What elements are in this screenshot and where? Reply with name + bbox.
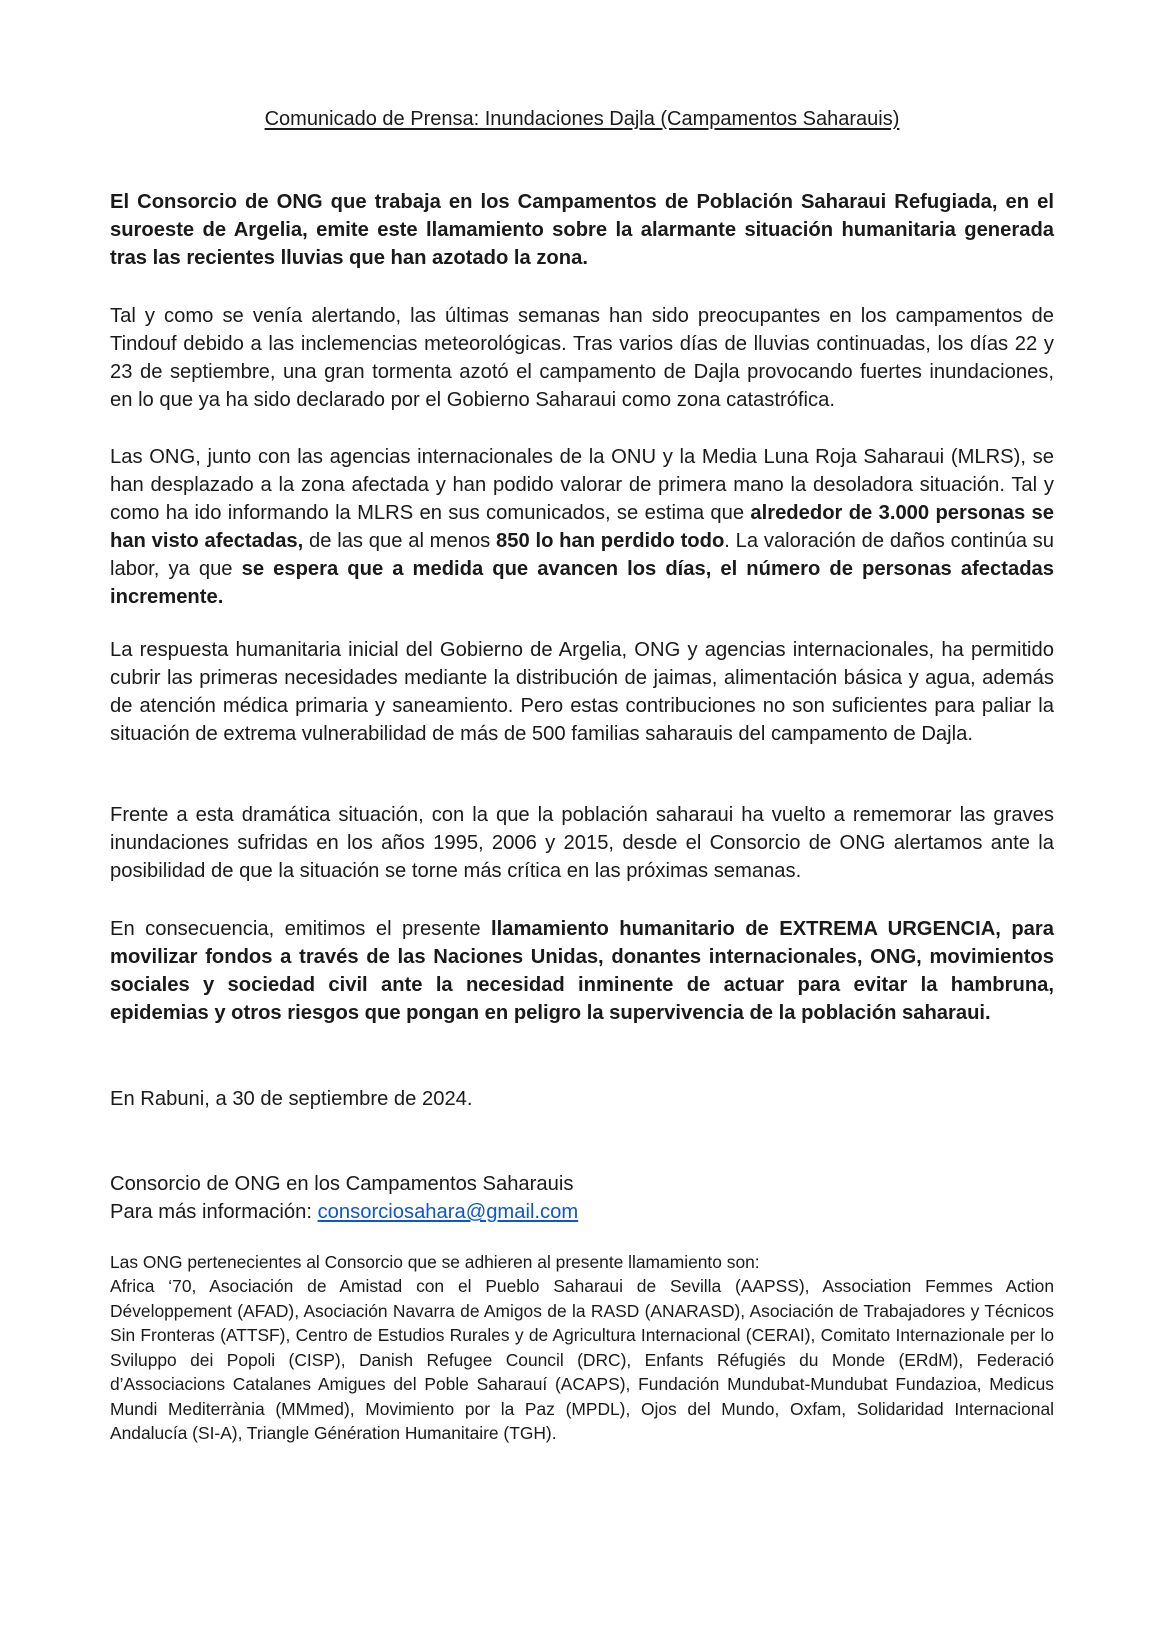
assessment-text-1: Las ONG, junto con las agencias internacionales de la ONU y la Media Luna Roja Saharaui (MLRS), se han desplazado a la zona afectada y han podido valorar de primera mano la desoladora situación. Tal y como ha ido informando la MLRS en sus comunicados, se estima que [110, 446, 1054, 524]
place-date: En Rabuni, a 30 de septiembre de 2024. [110, 1088, 473, 1110]
urgent-appeal-highlight: llamamiento humanitario de EXTREMA URGENCIA, para movilizar fondos a través de las Naciones Unidas, donantes internacionales, ONG, movimientos sociales y sociedad civil ante la necesidad inminente de actuar para evitar la hambruna, epidemias y otros riesgos que pongan en peligro la supervivencia de la población saharaui. [110, 918, 1054, 1024]
appeal-paragraph [110, 915, 1054, 1027]
assessment-text-3: . La valoración de daños continúa su labor, ya que [110, 530, 1054, 580]
affected-people-highlight: alrededor de 3.000 personas se han visto afectadas, [110, 502, 1054, 552]
context-paragraph: Frente a esta dramática situación, con la que la población saharaui ha vuelto a rememorar las graves inundaciones sufridas en los años 1995, 2006 y 2015, desde el Consorcio de ONG alertamos ante la posibilidad de que la situación se torne más crítica en las próximas semanas. [110, 804, 1054, 882]
members-list: Africa ‘70, Asociación de Amistad con el Pueblo Saharaui de Sevilla (AAPSS), Association Femmes Action Développement (AFAD), Asociación Navarra de Amigos de la RASD (ANARASD), Asociación de Trabajadores y Técnicos Sin Fronteras (ATTSF), Centro de Estudios Rurales y de Agricultura Internacional (CERAI), Comitato Internazionale per lo Sviluppo dei Popoli (CISP), Danish Refugee Council (DRC), Enfants Réfugiés du Monde (ERdM), Federació d’Associacions Catalanes Amigues del Poble Saharauí (ACAPS), Fundación Mundubat-Mundubat Fundazioa, Medicus Mundi Mediterrània (MMmed), Movimiento por la Paz (MPDL), Ojos del Mundo, Oxfam, Solidaridad Internacional Andalucía (SI-A), Triangle Génération Humanitaire (TGH). [110, 1276, 1054, 1443]
increase-expected-highlight: se espera que a medida que avancen los días, el número de personas afectadas incremente. [110, 558, 1054, 608]
appeal-text: En consecuencia, emitimos el presente [110, 918, 492, 940]
members-intro: Las ONG pertenecientes al Consorcio que se adhieren al presente llamamiento son: [110, 1252, 760, 1272]
intro-paragraph: El Consorcio de ONG que trabaja en los Campamentos de Población Saharaui Refugiada, en el suroeste de Argelia, emite este llamamiento sobre la alarmante situación humanitaria generada tras las recientes lluvias que han azotado la zona. [110, 191, 1054, 269]
contact-line [110, 1198, 578, 1226]
assessment-text-2: de las que al menos [303, 530, 497, 552]
situation-paragraph: Tal y como se venía alertando, las últimas semanas han sido preocupantes en los campamentos de Tindouf debido a las inclemencias meteorológicas. Tras varios días de lluvias continuadas, los días 22 y 23 de septiembre, una gran tormenta azotó el campamento de Dajla provocando fuertes inundaciones, en lo que ya ha sido declarado por el Gobierno Saharaui como zona catastrófica. [110, 305, 1054, 411]
lost-everything-highlight: 850 lo han perdido todo [496, 530, 725, 552]
document-title: Comunicado de Prensa: Inundaciones Dajla (Campamentos Saharauis) [264, 108, 900, 130]
contact-email-link[interactable]: consorciosahara@gmail.com [317, 1201, 579, 1223]
assessment-paragraph [110, 443, 1054, 611]
signature: Consorcio de ONG en los Campamentos Saharauis [110, 1173, 574, 1195]
contact-label: Para más información: [110, 1201, 318, 1223]
response-paragraph: La respuesta humanitaria inicial del Gobierno de Argelia, ONG y agencias internacionales, ha permitido cubrir las primeras necesidades mediante la distribución de jaimas, alimentación básica y agua, además de atención médica primaria y saneamiento. Pero estas contribuciones no son suficientes para paliar la situación de extrema vulnerabilidad de más de 500 familias saharauis del campamento de Dajla. [110, 639, 1054, 745]
